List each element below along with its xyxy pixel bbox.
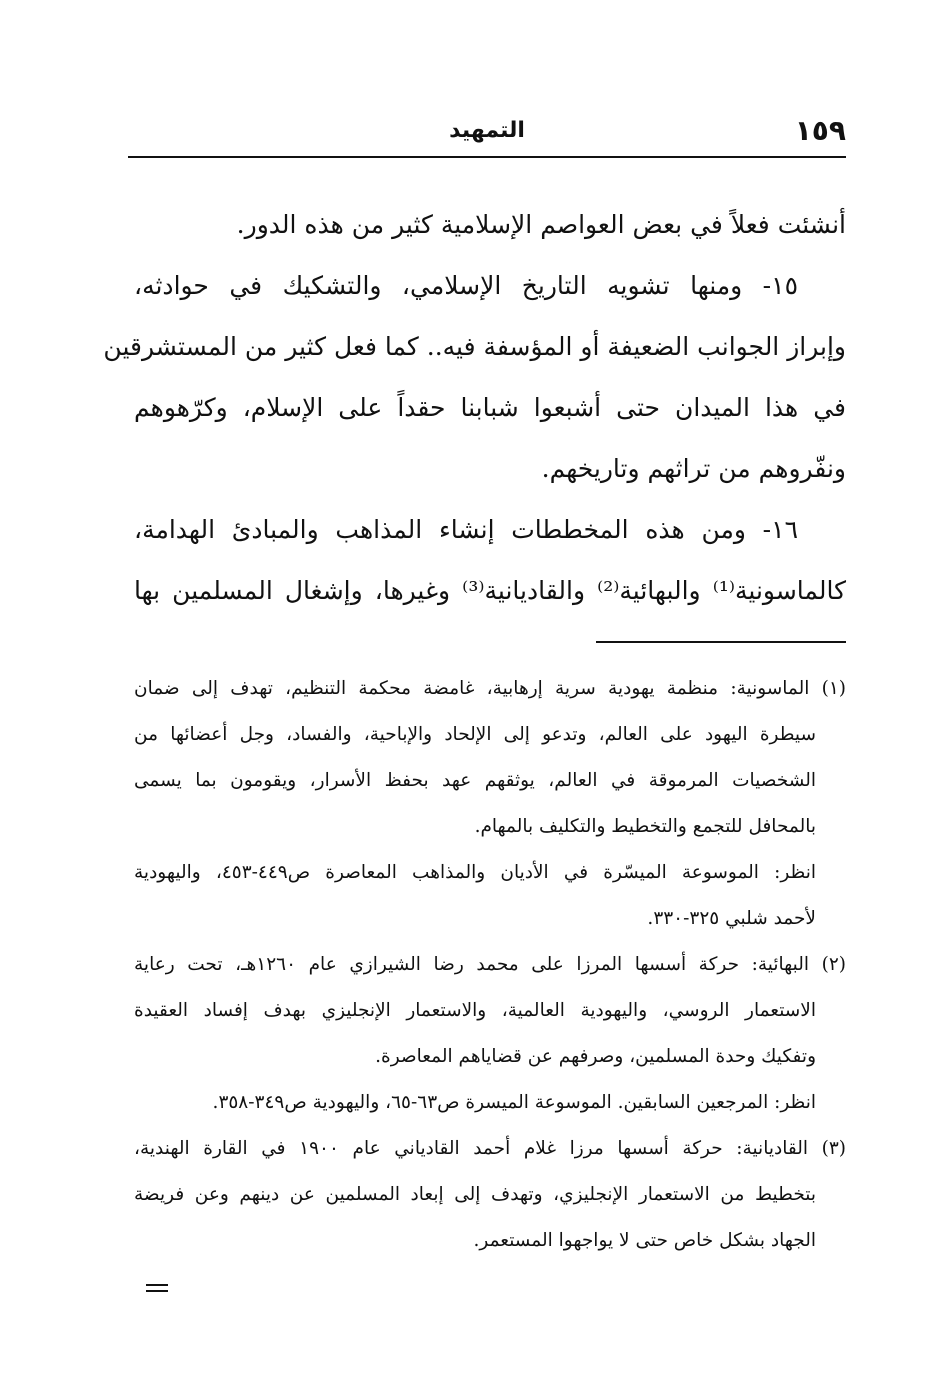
body-line: وإبراز الجوانب الضعيفة أو المؤسفة فيه.. كما فعل كثير من المستشرقين: [103, 332, 846, 361]
body-line: ١٥- ومنها تشويه التاريخ الإسلامي، والتشكيك في حوادثه،: [134, 271, 798, 300]
page-number: ١٥٩: [794, 114, 846, 147]
footnote-line: انظر: المرجعين السابقين. الموسوعة الميسرة ص٦٣-٦٥، واليهودية ص٣٤٩-٣٥٨.: [212, 1092, 816, 1113]
body-line: كالماسونية⁽¹⁾ والبهائية⁽²⁾ والقاديانية⁽³⁾ وغيرها، وإشغال المسلمين بها: [134, 576, 847, 605]
body-line: في هذا الميدان حتى أشبعوا شبابنا حقداً على الإسلام، وكرّهوهم: [134, 393, 846, 422]
footnotes: [134, 666, 846, 1264]
footnote-line: بالمحافل للتجمع والتخطيط والتكليف بالمهام.: [474, 816, 816, 837]
footnote-line: انظر: الموسوعة الميسّرة في الأديان والمذاهب المعاصرة ص٤٤٩-٤٥٣، واليهودية: [134, 862, 816, 883]
footnote-line: وتفكيك وحدة المسلمين، وصرفهم عن قضاياهم المعاصرة.: [375, 1046, 816, 1067]
footnote-line: (١) الماسونية: منظمة يهودية سرية إرهابية، غامضة محكمة التنظيم، تهدف إلى ضمان: [134, 678, 846, 699]
main-text: [103, 194, 847, 621]
footnote-line: (٢) البهائية: حركة أسسها المرزا على محمد رضا الشيرازي عام ١٢٦٠هـ، تحت رعاية: [134, 954, 847, 975]
footnote-line: الاستعمار الروسي، واليهودية العالمية، والاستعمار الإنجليزي بهدف إفساد العقيدة: [134, 1000, 816, 1021]
footnote-line: الشخصيات المرموقة في العالم، يوثقهم عهد بحفظ الأسرار، ويقومون بما يسمى: [134, 770, 816, 791]
header-rule: [128, 156, 846, 158]
body-line: ١٦- ومن هذه المخططات إنشاء المذاهب والمبادئ الهدامة،: [134, 515, 798, 544]
page-end-mark: [146, 1284, 168, 1292]
footnote-line: لأحمد شلبي ٣٢٥-٣٣٠.: [647, 908, 816, 929]
running-title: التمهيد: [449, 118, 525, 143]
body-line: أنشئت فعلاً في بعض العواصم الإسلامية كثير من هذه الدور.: [236, 210, 846, 239]
footnote-line: الجهاد بشكل خاص حتى لا يواجهوا المستعمر.: [473, 1230, 816, 1251]
footnote-line: (٣) القاديانية: حركة أسسها مرزا غلام أحمد القادياني عام ١٩٠٠ في القارة الهندية،: [134, 1138, 846, 1159]
footnote-separator: [596, 641, 846, 643]
footnote-line: بتخطيط من الاستعمار الإنجليزي، وتهدف إلى إبعاد المسلمين عن دينهم وعن فريضة: [134, 1184, 816, 1205]
body-line: ونفّروهم من تراثهم وتاريخهم.: [541, 454, 846, 483]
page-header: [128, 110, 846, 156]
footnote-line: سيطرة اليهود على العالم، وتدعو إلى الإلحاد والإباحية، والفساد، وجل أعضائها من: [134, 724, 816, 745]
